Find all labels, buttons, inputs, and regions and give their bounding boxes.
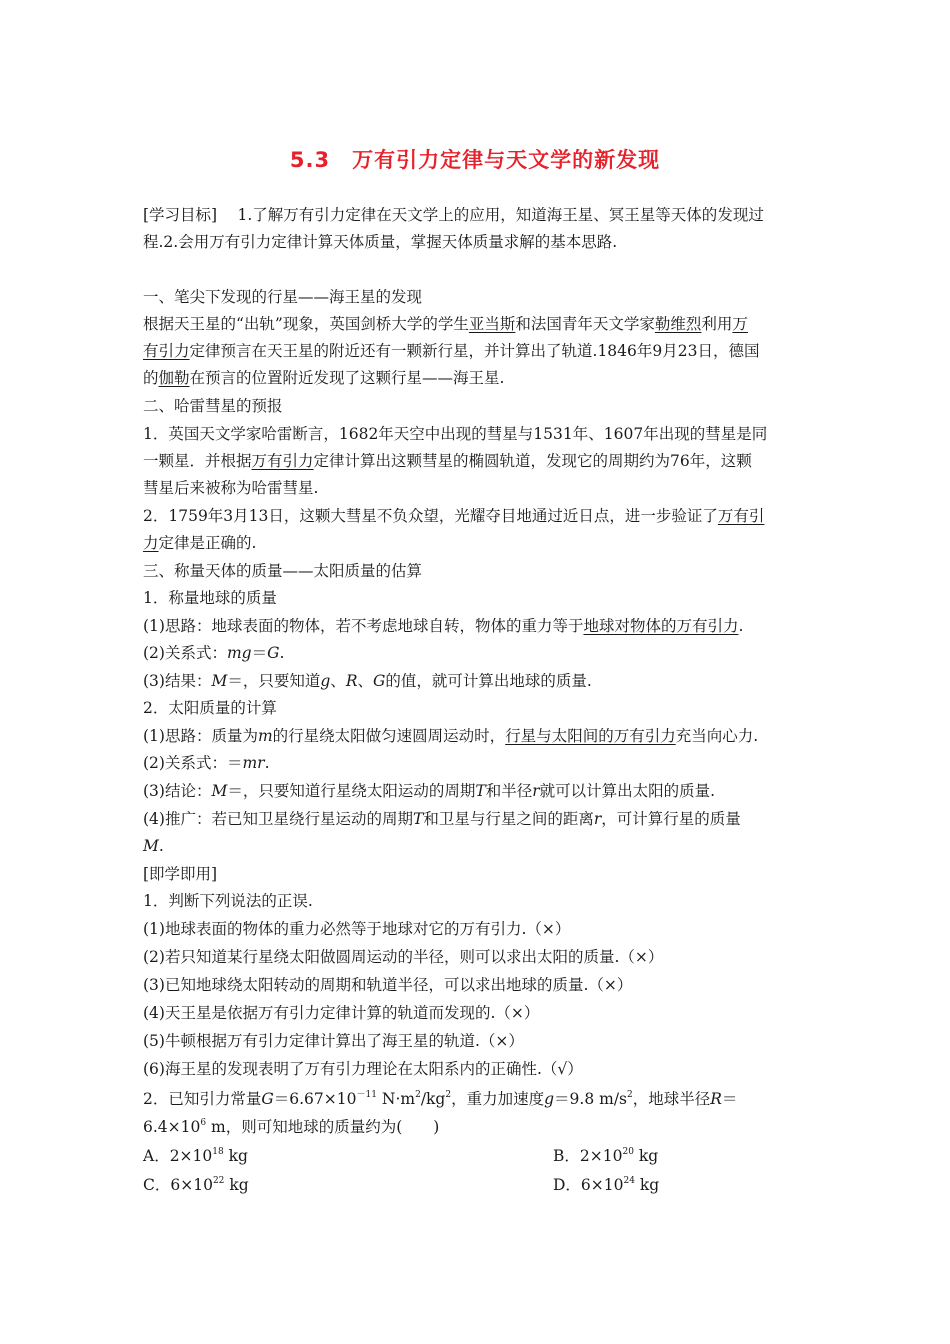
text: (1)思路：地球表面的物体，若不考虑地球自转，物体的重力等于: [143, 617, 584, 635]
text: (3)结论：: [143, 782, 212, 800]
text: C．6×10: [143, 1176, 213, 1194]
text: N·m: [376, 1090, 416, 1108]
exponent: 24: [623, 1176, 635, 1186]
text: .: [264, 754, 270, 772]
question-1-item-3: (3)已知地球绕太阳转动的周期和轨道半径，可以求出地球的质量.（×）: [143, 976, 633, 994]
underlined-answer: 行星与太阳间的万有引力: [505, 727, 676, 745]
practice-heading: [即学即用]: [143, 865, 218, 883]
text: ＝6.67×10: [273, 1090, 357, 1108]
section-2-para-1-line-2: [143, 451, 752, 471]
section-2-para-2-line-2: [143, 533, 256, 553]
exponent: 20: [622, 1147, 634, 1157]
text: 定律计算出这颗彗星的椭圆轨道，发现它的周期约为76年，这颗: [313, 452, 752, 470]
sun-mass-relation: [143, 753, 270, 773]
text: 充当向心力.: [675, 727, 759, 745]
text: .: [279, 644, 285, 662]
text: 和半径: [485, 782, 533, 800]
section-3-heading: 三、称量天体的质量——太阳质量的估算: [143, 562, 423, 580]
math-var: g: [544, 1090, 555, 1108]
text: 2．1759年3月13日，这颗大彗星不负众望，光耀夺目地通过近日点，进一步验证了: [143, 507, 718, 525]
text: .: [738, 617, 744, 635]
exponent: －11: [356, 1090, 377, 1100]
text: ＝，只要知道行星绕太阳运动的周期: [227, 782, 476, 800]
underlined-answer: 亚当斯: [468, 315, 516, 333]
text: (1)思路：质量为: [143, 727, 258, 745]
underlined-answer: 勒维烈: [654, 315, 702, 333]
math-var: G: [373, 672, 386, 690]
underlined-answer: 力: [143, 534, 159, 552]
exponent: 6: [200, 1118, 207, 1128]
text: 和法国青年天文学家: [515, 315, 655, 333]
text: 根据天王星的“出轨”现象，英国剑桥大学的学生: [143, 315, 469, 333]
text: kg: [633, 1147, 659, 1165]
exponent: 2: [445, 1090, 452, 1100]
math-var: r: [593, 810, 602, 828]
math-var: g: [320, 672, 331, 690]
text: kg: [223, 1147, 248, 1165]
text: B．2×10: [553, 1147, 623, 1165]
question-1-item-6: (6)海王星的发现表明了万有引力理论在太阳系内的正确性.（√）: [143, 1060, 583, 1078]
math-var: mr: [242, 754, 265, 772]
math-var: mg: [226, 644, 252, 662]
underlined-answer: 万有引力: [251, 452, 314, 470]
subsection-sun-mass: 2．太阳质量的计算: [143, 699, 277, 717]
math-var: r: [532, 782, 540, 800]
text: 利用: [701, 315, 733, 333]
question-1-item-2: (2)若只知道某行星绕太阳做圆周运动的半径，则可以求出太阳的质量.（×）: [143, 948, 664, 966]
section-2-para-1-line-3: 彗星后来被称为哈雷彗星.: [143, 479, 319, 497]
text: ，地球半径: [632, 1090, 711, 1108]
options-row-1: [143, 1146, 803, 1166]
earth-mass-relation: [143, 643, 284, 663]
text: 的行星绕太阳做匀速圆周运动时，: [272, 727, 506, 745]
text: 的: [143, 369, 159, 387]
section-1-heading: 一、笔尖下发现的行星——海王星的发现: [143, 288, 423, 306]
subsection-earth-mass: 1．称量地球的质量: [143, 589, 277, 607]
text: (2)关系式：: [143, 644, 227, 662]
exponent: 22: [212, 1176, 225, 1186]
text: 在预言的位置附近发现了这颗行星——海王星.: [189, 369, 505, 387]
learning-goals-line-1: [学习目标] 1.了解万有引力定律在天文学上的应用，知道海王星、冥王星等天体的发现过: [143, 206, 764, 224]
text: A．2×10: [143, 1147, 213, 1165]
underlined-answer: 伽勒: [158, 369, 190, 387]
text: (4)推广：若已知卫星绕行星运动的周期: [143, 810, 413, 828]
exponent: 2: [415, 1090, 421, 1100]
earth-mass-result: [143, 671, 592, 691]
math-var: R: [710, 1090, 722, 1108]
section-1-line-3: [143, 368, 504, 388]
text: 和卫星与行星之间的距离: [423, 810, 594, 828]
math-var: G: [261, 1090, 274, 1108]
sun-mass-extension-line-2: [143, 836, 164, 856]
question-1: 1．判断下列说法的正误.: [143, 892, 313, 910]
text: ，可计算行星的质量: [601, 810, 741, 828]
sun-mass-conclusion: [143, 781, 715, 801]
text: 定律预言在天王星的附近还有一颗新行星，并计算出了轨道.1846年9月23日，德国: [189, 342, 760, 360]
question-1-item-5: (5)牛顿根据万有引力定律计算出了海王星的轨道.（×）: [143, 1032, 524, 1050]
math-var: R: [345, 672, 358, 690]
math-var: M: [211, 782, 228, 800]
sun-mass-idea: [143, 726, 758, 746]
exponent: 18: [212, 1147, 224, 1157]
question-1-item-1: (1)地球表面的物体的重力必然等于地球对它的万有引力.（×）: [143, 920, 571, 938]
text: 定律是正确的.: [158, 534, 257, 552]
underlined-answer: 万: [732, 315, 748, 333]
underlined-answer: 地球对物体的万有引力: [583, 617, 739, 635]
text: ＝，只要知道: [227, 672, 321, 690]
underlined-answer: 万有引: [717, 507, 765, 525]
math-var: M: [143, 837, 159, 855]
options-row-2: [143, 1175, 803, 1195]
math-var: T: [475, 782, 486, 800]
text: (2)关系式：＝: [143, 754, 243, 772]
section-2-para-2-line-1: [143, 506, 764, 526]
section-2-heading: 二、哈雷彗星的预报: [143, 397, 283, 415]
option-d: [553, 1175, 659, 1195]
text: ，重力加速度: [451, 1090, 545, 1108]
text: kg: [224, 1176, 249, 1194]
text: (3)结果：: [143, 672, 212, 690]
text: 一颗星．并根据: [143, 452, 252, 470]
section-1-line-2: [143, 341, 759, 361]
text: m，则可知地球的质量约为( ): [206, 1118, 440, 1136]
text: kg: [634, 1176, 660, 1194]
math-var: m: [257, 727, 273, 745]
text: .: [158, 837, 164, 855]
text: 2．已知引力常量: [143, 1090, 262, 1108]
option-c: [143, 1176, 249, 1194]
text: 、: [330, 672, 346, 690]
text: 6.4×10: [143, 1118, 201, 1136]
sun-mass-extension-line-1: [143, 809, 741, 829]
math-var: G: [267, 644, 280, 662]
option-a: [143, 1147, 248, 1165]
section-1-line-1: [143, 314, 748, 334]
learning-goals-line-2: 程.2.会用万有引力定律计算天体质量，掌握天体质量求解的基本思路.: [143, 233, 618, 251]
text: 的值，就可计算出地球的质量.: [385, 672, 592, 690]
text: ＝9.8 m/s: [554, 1090, 627, 1108]
exponent: 2: [627, 1090, 633, 1100]
text: ＝: [251, 644, 268, 662]
math-var: T: [412, 810, 424, 828]
option-b: [553, 1146, 658, 1166]
question-2-line-1: [143, 1089, 737, 1109]
text: 就可以计算出太阳的质量.: [539, 782, 716, 800]
text: 、: [357, 672, 373, 690]
math-var: M: [211, 672, 228, 690]
underlined-answer: 有引力: [143, 342, 190, 360]
section-2-para-1-line-1: 1．英国天文学家哈雷断言，1682年天空中出现的彗星与1531年、1607年出现的彗星是同: [143, 425, 768, 443]
text: D．6×10: [553, 1176, 624, 1194]
text: ＝: [721, 1090, 738, 1108]
question-2-line-2: [143, 1117, 439, 1137]
question-1-item-4: (4)天王星是依据万有引力定律计算的轨道而发现的.（×）: [143, 1004, 540, 1022]
text: /kg: [420, 1090, 446, 1108]
earth-mass-idea: [143, 616, 743, 636]
page-title: 5.3 万有引力定律与天文学的新发现: [289, 148, 661, 172]
